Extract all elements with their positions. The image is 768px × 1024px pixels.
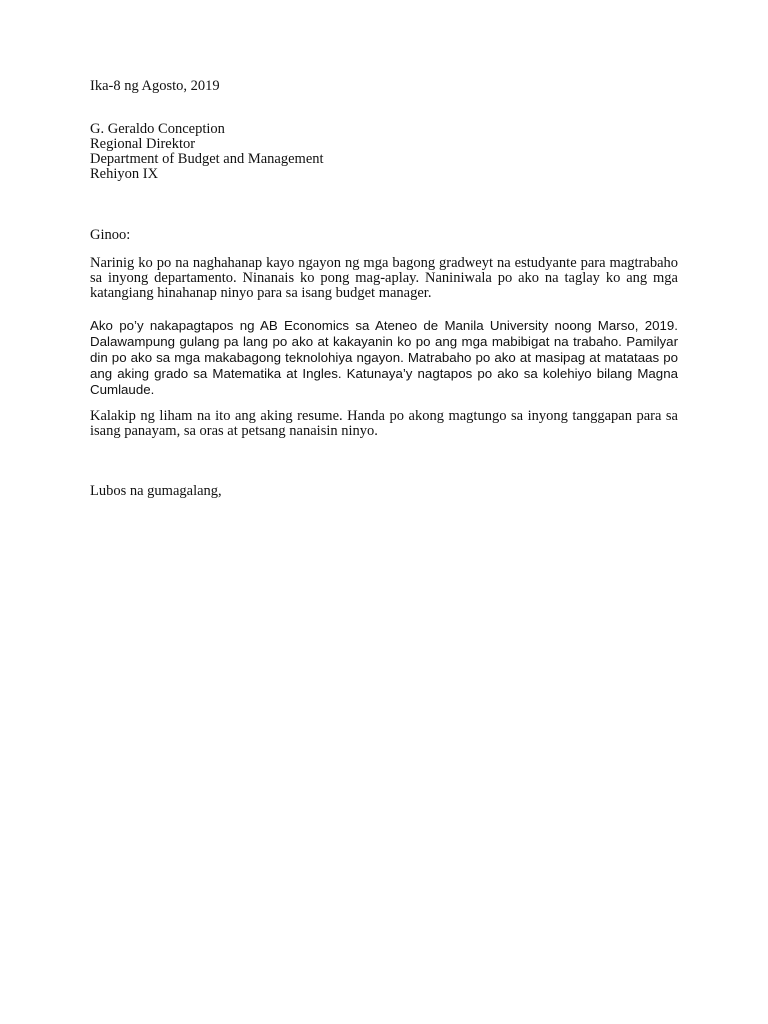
recipient-organization: Department of Budget and Management <box>90 151 324 167</box>
paragraph-3-text: Kalakip ng liham na ito ang aking resume. Handa po akong magtungo sa inyong tanggapan para sa isang panayam, sa oras at petsang nanaisin ninyo. <box>90 408 678 439</box>
paragraph-2-part-1: Ako po’y nakapagtapos ng AB Economics sa Ateneo de Manila University noong Marso, 2019. Dalawampung gulang pa lang po ako at kakayanin ko po ang mga mabibigat na trabaho. Pamilyar din po ako sa mga makabagong teknolohiya ngayon. Matrabaho po ako at masipag at matataas po <box>90 318 678 365</box>
paragraph-2 <box>90 318 678 398</box>
recipient-address <box>90 122 678 182</box>
paragraph-3 <box>90 409 678 439</box>
date-text: Ika-8 ng Agosto, 2019 <box>90 78 220 94</box>
salutation <box>90 228 678 243</box>
salutation-text: Ginoo: <box>90 227 131 243</box>
paragraph-1-text: Narinig ko po na naghahanap kayo ngayon ng mga bagong gradweyt na estudyante para magtrabaho sa inyong departamento. Ninanais ko pong mag-aplay. Naniniwala po ako na taglay ko ang mga katangiang hinahanap ninyo para sa isang budget manager. <box>90 255 678 301</box>
closing-text: Lubos na gumagalang, <box>90 483 222 499</box>
closing <box>90 484 678 499</box>
recipient-title: Regional Direktor <box>90 136 196 152</box>
paragraph-2-part-2: ang aking grado sa Matematika at Ingles. Katunaya’y nagtapos po ako sa kolehiyo bilang Magna Cumlaude. <box>90 366 678 397</box>
letter-date <box>90 79 678 94</box>
recipient-name: G. Geraldo Conception <box>90 121 225 137</box>
recipient-region: Rehiyon IX <box>90 166 159 182</box>
paragraph-1 <box>90 256 678 301</box>
paragraph-2-text <box>90 318 678 398</box>
